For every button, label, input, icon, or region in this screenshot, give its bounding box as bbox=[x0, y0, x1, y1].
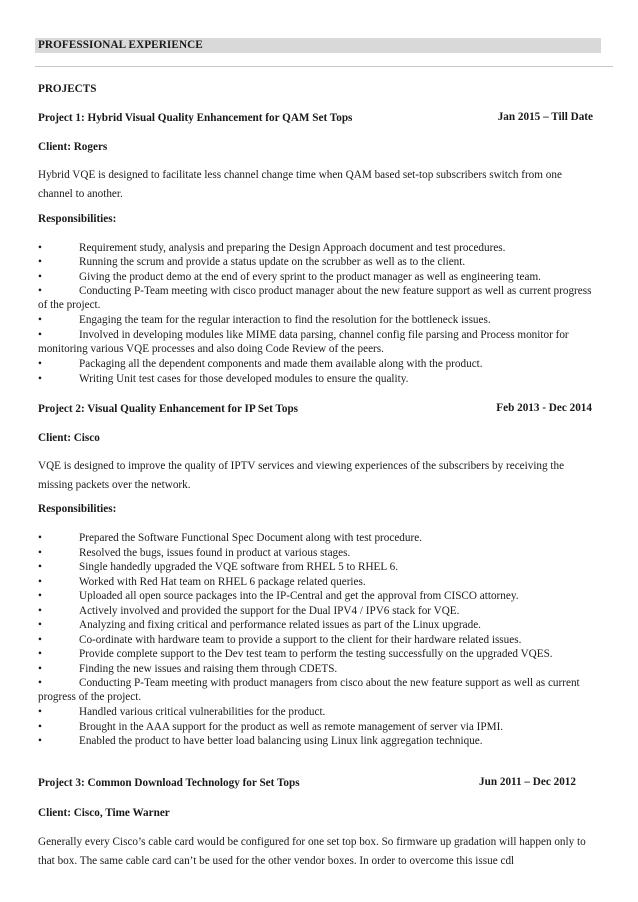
list-item: • Giving the product demo at the end of every sprint to the product manager as well as engineering team. bbox=[38, 271, 541, 283]
section-divider bbox=[35, 66, 613, 67]
bullet-icon: • bbox=[38, 358, 42, 370]
bullet-icon: • bbox=[38, 677, 42, 689]
list-item: • Brought in the AAA support for the product as well as remote management of server via IPMI. bbox=[38, 721, 504, 733]
bullet-icon: • bbox=[38, 648, 42, 660]
list-item: • Uploaded all open source packages into the IP-Central and get the approval from CISCO attorney. bbox=[38, 590, 519, 602]
bullet-icon: • bbox=[38, 314, 42, 326]
bullet-icon: • bbox=[38, 285, 42, 297]
project-3-dates: Jun 2011 – Dec 2012 bbox=[479, 776, 576, 788]
list-item: • Enabled the product to have better load balancing using Linux link aggregation technique. bbox=[38, 735, 483, 747]
bullet-icon: • bbox=[38, 706, 42, 718]
project-1-dates: Jan 2015 – Till Date bbox=[497, 111, 593, 123]
bullet-icon: • bbox=[38, 605, 42, 617]
section-title: PROFESSIONAL EXPERIENCE bbox=[38, 39, 203, 51]
list-item: • Writing Unit test cases for those developed modules to ensure the quality. bbox=[38, 373, 409, 385]
bullet-icon: • bbox=[38, 619, 42, 631]
bullet-icon: • bbox=[38, 271, 42, 283]
projects-heading: PROJECTS bbox=[38, 83, 97, 95]
bullet-icon: • bbox=[38, 329, 42, 341]
list-item: • Packaging all the dependent components and made them available along with the product. bbox=[38, 358, 483, 370]
bullet-icon: • bbox=[38, 590, 42, 602]
list-item: • Involved in developing modules like MIME data parsing, channel config file parsing and Process monitor for monitoring various VQE processes and also doing Code Review of the peers. bbox=[38, 329, 569, 355]
bullet-icon: • bbox=[38, 663, 42, 675]
bullet-icon: • bbox=[38, 532, 42, 544]
list-item: • Co-ordinate with hardware team to provide a support to the client for their hardware related issues. bbox=[38, 634, 522, 646]
project-1-description: Hybrid VQE is designed to facilitate less channel change time when QAM based set-top subscribers switch from one channel to another. bbox=[38, 169, 562, 200]
bullet-icon: • bbox=[38, 547, 42, 559]
list-item: • Finding the new issues and raising them through CDETS. bbox=[38, 663, 338, 675]
list-item: • Running the scrum and provide a status update on the scrubber as well as to the client. bbox=[38, 256, 466, 268]
project-2-responsibilities-label: Responsibilities: bbox=[38, 503, 117, 515]
list-item: • Actively involved and provided the support for the Dual IPV4 / IPV6 stack for VQE. bbox=[38, 605, 460, 617]
list-item: • Provide complete support to the Dev test team to perform the testing successfully on the upgraded VQES. bbox=[38, 648, 553, 660]
bullet-icon: • bbox=[38, 561, 42, 573]
bullet-icon: • bbox=[38, 721, 42, 733]
list-item: • Conducting P-Team meeting with product managers from cisco about the new feature support as well as current progress of the project. bbox=[38, 677, 580, 703]
list-item: • Resolved the bugs, issues found in product at various stages. bbox=[38, 547, 351, 559]
project-2-title: Project 2: Visual Quality Enhancement for IP Set Tops bbox=[38, 403, 299, 415]
project-1-title: Project 1: Hybrid Visual Quality Enhancement for QAM Set Tops bbox=[38, 112, 353, 124]
bullet-icon: • bbox=[38, 242, 42, 254]
bullet-icon: • bbox=[38, 576, 42, 588]
bullet-icon: • bbox=[38, 373, 42, 385]
list-item: • Conducting P-Team meeting with cisco product manager about the new feature support as well as current progress of the project. bbox=[38, 285, 592, 311]
list-item: • Prepared the Software Functional Spec Document along with test procedure. bbox=[38, 532, 422, 544]
project-3-title: Project 3: Common Download Technology for Set Tops bbox=[38, 777, 300, 789]
bullet-icon: • bbox=[38, 735, 42, 747]
project-2-description: VQE is designed to improve the quality of IPTV services and viewing experiences of the subscribers by receiving the missing packets over the network. bbox=[38, 460, 565, 491]
list-item: • Engaging the team for the regular interaction to find the resolution for the bottleneck issues. bbox=[38, 314, 491, 326]
list-item: • Handled various critical vulnerabilities for the product. bbox=[38, 706, 326, 718]
list-item: • Worked with Red Hat team on RHEL 6 package related queries. bbox=[38, 576, 366, 588]
list-item: • Requirement study, analysis and preparing the Design Approach document and test procedures. bbox=[38, 242, 506, 254]
bullet-icon: • bbox=[38, 634, 42, 646]
project-3-description: Generally every Cisco’s cable card would be configured for one set top box. So firmware up gradation will happen only to that box. The same cable card can’t be used for the other vendor boxes. In order to overcome this issue cdl bbox=[38, 836, 586, 867]
list-item: • Analyzing and fixing critical and performance related issues as part of the Linux upgrade. bbox=[38, 619, 481, 631]
project-3-client: Client: Cisco, Time Warner bbox=[38, 807, 170, 819]
project-1-client: Client: Rogers bbox=[38, 141, 108, 153]
project-1-responsibilities-label: Responsibilities: bbox=[38, 213, 117, 225]
bullet-icon: • bbox=[38, 256, 42, 268]
project-2-client: Client: Cisco bbox=[38, 432, 100, 444]
section-header-bar bbox=[35, 38, 601, 53]
list-item: • Single handedly upgraded the VQE software from RHEL 5 to RHEL 6. bbox=[38, 561, 398, 573]
project-2-dates: Feb 2013 - Dec 2014 bbox=[496, 402, 592, 414]
